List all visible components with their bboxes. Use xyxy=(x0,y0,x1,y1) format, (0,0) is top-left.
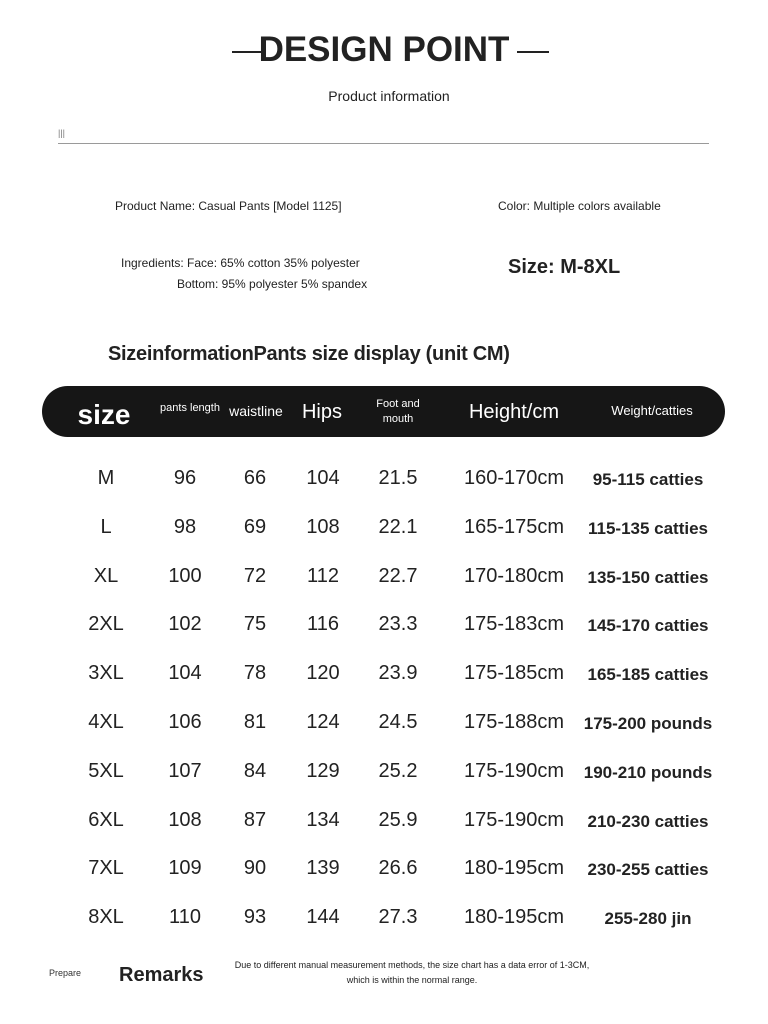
cell-hips: 120 xyxy=(306,662,340,685)
cell-length: 109 xyxy=(168,857,202,880)
cell-hips: 124 xyxy=(306,711,340,733)
header-weight: Weight/catties xyxy=(611,403,693,419)
cell-hips: 134 xyxy=(306,808,340,831)
header-waistline: waistline xyxy=(229,403,283,420)
cell-size: 5XL xyxy=(88,759,124,782)
cell-waist: 90 xyxy=(243,857,267,880)
cell-length: 98 xyxy=(173,515,197,538)
cell-waist: 75 xyxy=(243,613,267,636)
cell-weight: 145-170 catties xyxy=(587,616,709,636)
cell-length: 100 xyxy=(168,564,202,587)
size-range: Size: M-8XL xyxy=(508,256,621,278)
cell-height: 175-188cm xyxy=(463,711,565,733)
cell-length: 110 xyxy=(169,906,201,929)
header-size: size xyxy=(77,399,131,431)
product-name: Product Name: Casual Pants [Model 1125] xyxy=(115,199,342,213)
footer-note: Due to different manual measurement methods, the size chart has a data error of 1-3CM, which is within the normal range. xyxy=(234,960,590,985)
cell-weight: 175-200 pounds xyxy=(583,714,713,733)
header-pants-length: pants length xyxy=(160,402,220,415)
cell-size: 7XL xyxy=(88,857,124,880)
page-title: DESIGN POINT xyxy=(258,30,510,69)
cell-waist: 78 xyxy=(243,662,267,685)
cell-height: 170-180cm xyxy=(463,564,565,587)
cell-hips: 129 xyxy=(306,759,340,782)
cell-waist: 84 xyxy=(243,759,267,782)
cell-height: 175-190cm xyxy=(463,808,565,831)
cell-height: 180-195cm xyxy=(463,906,565,929)
cell-length: 108 xyxy=(168,808,202,831)
cell-waist: 93 xyxy=(243,906,267,929)
cell-weight: 255-280 jin xyxy=(604,909,692,929)
cell-size: 3XL xyxy=(88,662,124,685)
cell-size: M xyxy=(97,467,115,489)
cell-waist: 87 xyxy=(243,808,267,831)
footer-remarks: Remarks xyxy=(119,964,204,986)
footer-prepare: Prepare xyxy=(49,968,82,978)
cell-foot: 26.6 xyxy=(378,857,418,880)
cell-waist: 72 xyxy=(243,564,267,587)
cell-length: 104 xyxy=(168,662,202,685)
cell-hips: 104 xyxy=(306,467,340,489)
cell-weight: 190-210 pounds xyxy=(583,762,713,782)
cell-size: 6XL xyxy=(88,808,124,831)
cell-hips: 139 xyxy=(306,857,340,880)
cell-hips: 112 xyxy=(307,564,339,587)
header-hips: Hips xyxy=(301,400,342,423)
cell-height: 175-190cm xyxy=(463,759,565,782)
cell-foot: 23.3 xyxy=(378,613,418,636)
ingredients-face: Ingredients: Face: 65% cotton 35% polyester xyxy=(121,256,360,270)
cell-foot: 27.3 xyxy=(378,906,418,929)
header-height: Height/cm xyxy=(468,400,560,423)
divider xyxy=(58,143,709,144)
cell-foot: 21.5 xyxy=(378,467,418,489)
cell-weight: 115-135 catties xyxy=(587,518,709,538)
cell-length: 102 xyxy=(168,613,202,636)
cell-waist: 81 xyxy=(243,711,267,733)
product-color: Color: Multiple colors available xyxy=(498,199,661,213)
cell-length: 96 xyxy=(173,467,197,489)
cell-weight: 95-115 catties xyxy=(592,470,704,489)
cell-hips: 144 xyxy=(306,906,340,929)
cell-size: 2XL xyxy=(88,613,124,636)
header-foot-mouth: Foot and mouth xyxy=(376,398,420,425)
cell-height: 175-183cm xyxy=(463,613,565,636)
cell-foot: 25.9 xyxy=(378,808,418,831)
ingredients-bottom: Bottom: 95% polyester 5% spandex xyxy=(177,277,368,291)
cell-waist: 69 xyxy=(243,515,267,538)
divider-mark: ||| xyxy=(58,128,66,138)
cell-weight: 135-150 catties xyxy=(587,567,709,587)
cell-size: L xyxy=(100,515,112,538)
section-title: SizeinformationPants size display (unit CM) xyxy=(108,343,510,365)
cell-hips: 116 xyxy=(307,613,339,636)
cell-height: 175-185cm xyxy=(463,662,565,685)
page-subtitle: Product information xyxy=(328,88,450,104)
cell-foot: 22.7 xyxy=(378,564,418,587)
cell-waist: 66 xyxy=(243,467,267,489)
cell-size: 8XL xyxy=(88,906,124,929)
table-header xyxy=(42,386,725,437)
cell-length: 107 xyxy=(168,759,202,782)
cell-height: 165-175cm xyxy=(463,515,565,538)
cell-foot: 25.2 xyxy=(378,759,418,782)
title-dash-right xyxy=(517,51,549,53)
cell-height: 180-195cm xyxy=(463,857,565,880)
cell-size: 4XL xyxy=(88,711,124,733)
cell-foot: 23.9 xyxy=(378,662,418,685)
cell-size: XL xyxy=(93,564,119,587)
cell-foot: 22.1 xyxy=(378,515,418,538)
cell-height: 160-170cm xyxy=(463,467,565,489)
cell-hips: 108 xyxy=(306,515,340,538)
cell-length: 106 xyxy=(168,711,202,733)
cell-foot: 24.5 xyxy=(378,711,418,733)
cell-weight: 165-185 catties xyxy=(587,665,709,685)
cell-weight: 210-230 catties xyxy=(587,811,709,831)
cell-weight: 230-255 catties xyxy=(587,860,709,880)
